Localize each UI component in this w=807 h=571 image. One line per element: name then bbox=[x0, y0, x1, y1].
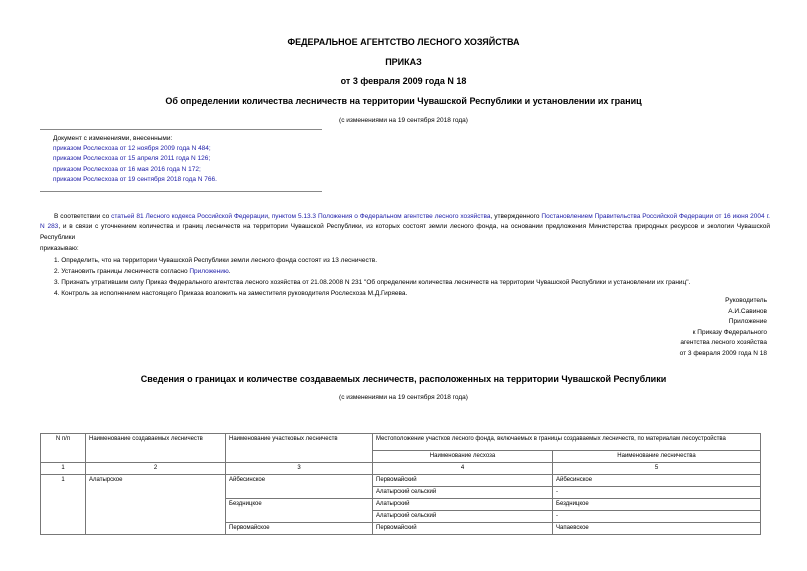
header-district: Наименование участковых лесничеств bbox=[226, 434, 373, 463]
link-appendix[interactable]: Приложению bbox=[189, 268, 229, 275]
order-title: Об определении количества лесничеств на территории Чувашской Республики и установлении их границ bbox=[165, 96, 642, 106]
col-number: 5 bbox=[553, 463, 761, 475]
change-link-2[interactable]: приказом Рослесхоза от 15 апреля 2011 года N 126; bbox=[53, 155, 211, 163]
col-number: 1 bbox=[41, 463, 86, 475]
signer-name: А.И.Савинов bbox=[728, 307, 767, 315]
row-lesnichestvo: Бездницкое bbox=[553, 499, 761, 511]
point-4: 4. Контроль за исполнением настоящего Приказа возложить на заместителя руководителя Рослесхоза М.Д.Гиряева. bbox=[54, 290, 408, 297]
link-government-resolution[interactable]: Постановлением Правительства Российской Федерации от 16 июня 2004 г. N 283 bbox=[40, 213, 770, 231]
row-district: Первомайское bbox=[226, 523, 373, 535]
change-link-1[interactable]: приказом Рослесхоза от 12 ноября 2009 года N 484; bbox=[53, 145, 211, 153]
row-leskhoz: Первомайский bbox=[373, 523, 553, 535]
signature-block bbox=[680, 296, 767, 360]
row-leskhoz: Алатырский сельский bbox=[373, 511, 553, 523]
link-forest-code[interactable]: статьей 81 Лесного кодекса Российской Федерации bbox=[111, 213, 268, 220]
change-link-4[interactable]: приказом Рослесхоза от 19 сентября 2018 года N 766. bbox=[53, 175, 217, 183]
preamble-text: , и в связи с уточнением количества и границ лесничеств на территории Чувашской Республики, из которых состоят земли лесного фонда, на основании предложения Министерства природных ресурсов и экологии Чувашской Республики bbox=[40, 223, 770, 241]
appendix-to-order: к Приказу Федерального bbox=[692, 328, 767, 336]
agency-heading: ФЕДЕРАЛЬНОЕ АГЕНТСТВО ЛЕСНОГО ХОЗЯЙСТВА bbox=[287, 37, 520, 47]
row-leskhoz: Алатырский сельский bbox=[373, 487, 553, 499]
preamble-paragraph bbox=[40, 212, 770, 243]
changes-box bbox=[40, 129, 322, 192]
header-leskhoz: Наименование лесхоза bbox=[373, 451, 553, 463]
row-lesnichestvo: Айбесинское bbox=[553, 475, 761, 487]
header-lesnichestvo: Наименование лесничества bbox=[553, 451, 761, 463]
row-district: Айбесинское bbox=[226, 475, 373, 499]
order-points bbox=[54, 255, 774, 299]
header-location: Местоположение участков лесного фонда, включаемых в границы создаваемых лесничеств, по материалам лесоустройства bbox=[373, 434, 761, 451]
appendix-title: Сведения о границах и количестве создаваемых лесничеств, расположенных на территории Чувашской Республики bbox=[140, 374, 667, 384]
point-3: 3. Признать утратившим силу Приказ Федерального агентства лесного хозяйства от 21.08.2008 N 231 "Об определении количества лесничеств на территории Чувашской Республики и установлении их границ". bbox=[54, 279, 691, 286]
changes-intro: Документ с изменениями, внесенными: bbox=[53, 135, 173, 142]
row-forestry: Алатырское bbox=[86, 475, 226, 535]
preamble-text: В соответствии со bbox=[54, 213, 112, 220]
table-row bbox=[41, 475, 761, 487]
point-1: 1. Определить, что на территории Чувашской Республики земли лесного фонда состоят из 13 лесничеств. bbox=[54, 257, 378, 264]
forestry-table bbox=[40, 433, 761, 535]
row-lesnichestvo: - bbox=[553, 511, 761, 523]
row-leskhoz: Алатырский bbox=[373, 499, 553, 511]
doc-type-heading: ПРИКАЗ bbox=[385, 57, 422, 67]
point-2-text: 2. Установить границы лесничеств согласно bbox=[54, 268, 190, 275]
order-word: приказываю: bbox=[40, 245, 79, 252]
header-num: N п/п bbox=[41, 434, 86, 463]
change-link-3[interactable]: приказом Рослесхоза от 16 мая 2016 года N 172; bbox=[53, 165, 201, 173]
order-revision: (с изменениями на 19 сентября 2018 года) bbox=[339, 117, 468, 124]
signer-role: Руководитель bbox=[725, 297, 767, 304]
column-number-row bbox=[41, 463, 761, 475]
row-num: 1 bbox=[41, 475, 86, 535]
col-number: 2 bbox=[86, 463, 226, 475]
preamble-text: , bbox=[267, 213, 272, 220]
appendix-date: от 3 февраля 2009 года N 18 bbox=[679, 349, 767, 357]
link-agency-regulation[interactable]: пунктом 5.13.3 Положения о Федеральном агентстве лесного хозяйства bbox=[271, 213, 491, 220]
row-district: Бездницкое bbox=[226, 499, 373, 523]
point-2 bbox=[54, 266, 774, 277]
appendix-agency: агентства лесного хозяйства bbox=[680, 339, 767, 347]
header-forestry: Наименование создаваемых лесничеств bbox=[86, 434, 226, 463]
appendix-label: Приложение bbox=[728, 318, 767, 326]
row-lesnichestvo: Чапаевское bbox=[553, 523, 761, 535]
row-leskhoz: Первомайский bbox=[373, 475, 553, 487]
preamble-text: , утвержденного bbox=[490, 213, 542, 220]
point-2-end: . bbox=[228, 268, 231, 275]
order-date-number: от 3 февраля 2009 года N 18 bbox=[340, 76, 467, 86]
col-number: 4 bbox=[373, 463, 553, 475]
col-number: 3 bbox=[226, 463, 373, 475]
row-lesnichestvo: - bbox=[553, 487, 761, 499]
appendix-revision: (с изменениями на 19 сентября 2018 года) bbox=[339, 394, 468, 401]
